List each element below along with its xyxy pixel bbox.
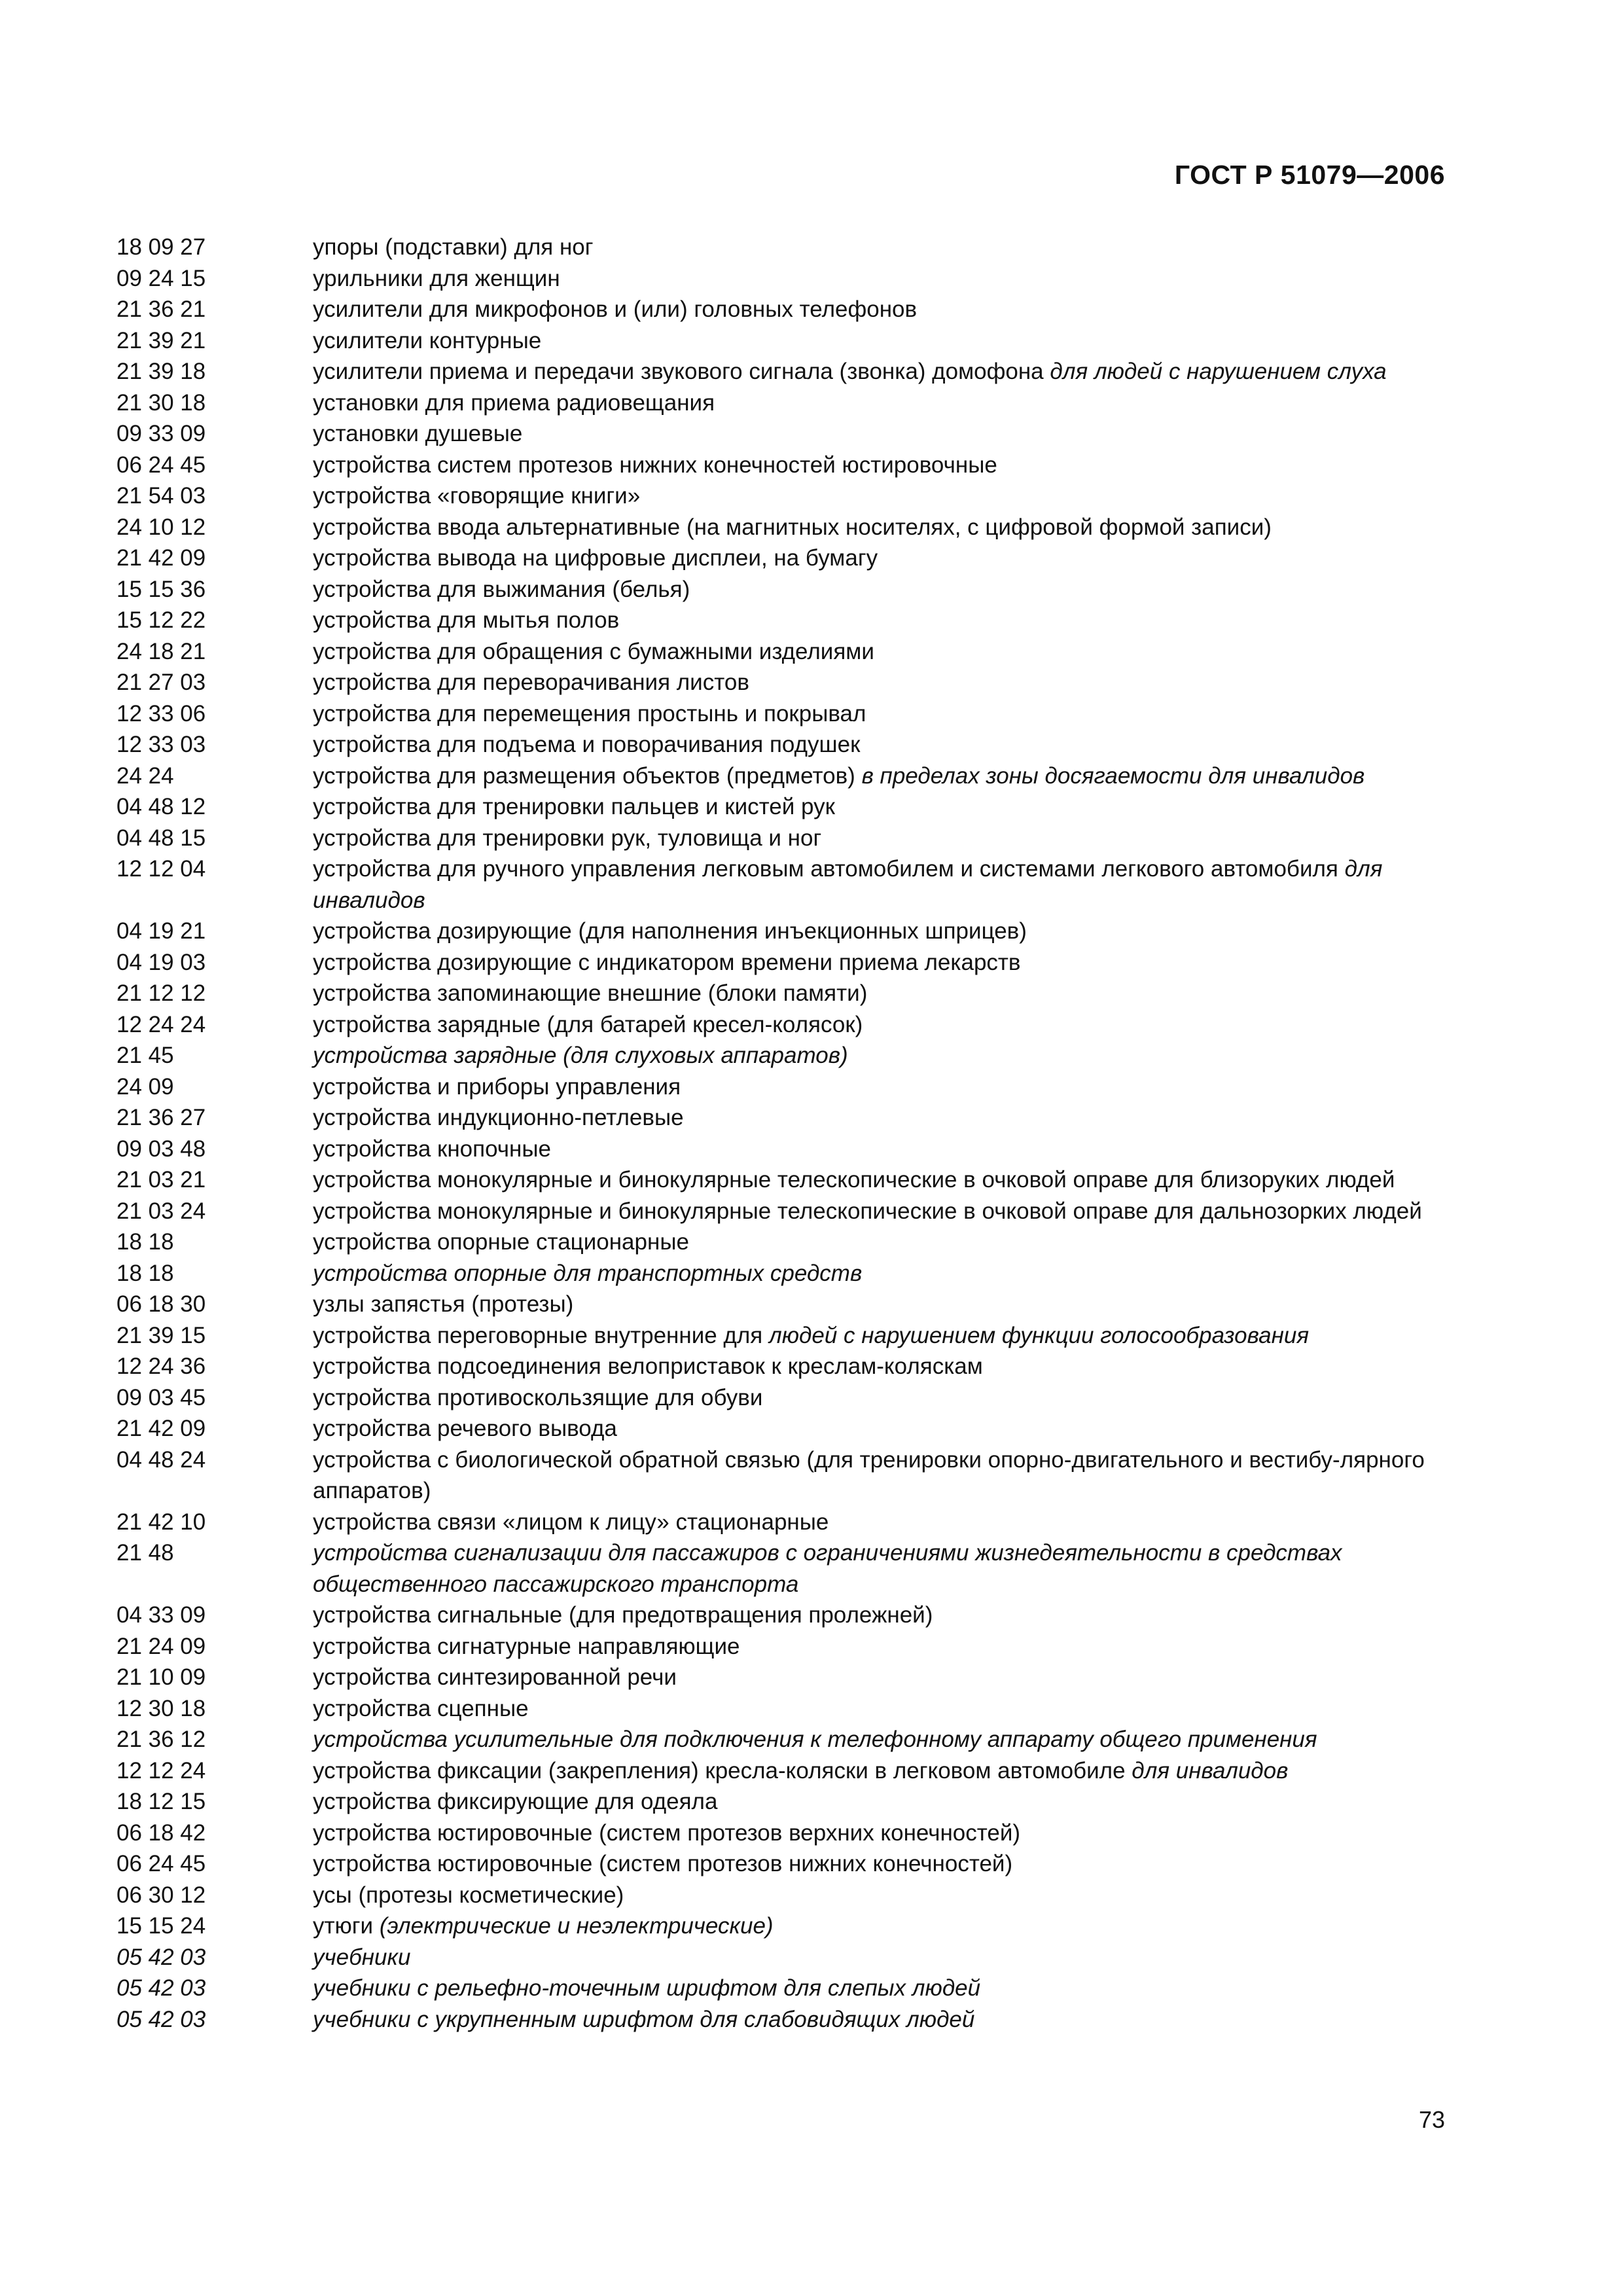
entry-code: 09 03 48 xyxy=(116,1136,206,1162)
index-entry xyxy=(116,1258,1445,1289)
entry-code: 12 24 36 xyxy=(116,1354,206,1379)
entry-description-regular: устройства опорные стационарные xyxy=(313,1229,689,1255)
index-entry xyxy=(116,729,1445,761)
entry-description-regular: узлы запястья (протезы) xyxy=(313,1291,574,1317)
entry-description xyxy=(313,947,1445,978)
entry-description-regular: установки душевые xyxy=(313,421,523,446)
entry-description-regular: устройства индукционно-петлевые xyxy=(313,1105,684,1130)
entry-description-regular: устройства вывода на цифровые дисплеи, на бумагу xyxy=(313,545,878,571)
entry-code: 18 18 xyxy=(116,1229,174,1255)
entry-description xyxy=(313,450,1445,481)
entry-description xyxy=(313,1320,1445,1352)
entry-description-regular: устройства для мытья полов xyxy=(313,607,620,633)
entry-description-regular: устройства для перемещения простынь и покрывал xyxy=(313,700,866,726)
entry-code: 06 18 30 xyxy=(116,1291,206,1317)
entry-description xyxy=(313,1382,1445,1414)
entry-description xyxy=(313,1071,1445,1103)
entry-description xyxy=(313,1724,1445,1755)
entry-description-regular: устройства монокулярные и бинокулярные телескопические в очковой оправе для дальнозорких людей xyxy=(313,1198,1422,1224)
entry-description xyxy=(313,543,1445,574)
entry-description xyxy=(313,1600,1445,1631)
index-entry xyxy=(116,761,1445,792)
entry-description xyxy=(313,1818,1445,1849)
standard-designation: ГОСТ Р 51079—2006 xyxy=(1174,160,1445,190)
entry-description-regular: устройства дозирующие (для наполнения инъекционных шприцев) xyxy=(313,918,1027,944)
entry-code: 12 12 24 xyxy=(116,1757,206,1784)
index-entry xyxy=(116,2004,1445,2036)
index-entry xyxy=(116,1227,1445,1258)
entry-description-regular: устройства для тренировки пальцев и кистей рук xyxy=(313,794,835,819)
entry-description-regular: устройства сигнатурные направляющие xyxy=(313,1633,740,1659)
entry-code: 05 42 03 xyxy=(116,1944,206,1970)
entry-description-regular: усы (протезы косметические) xyxy=(313,1882,624,1908)
entry-description xyxy=(313,636,1445,668)
entry-description-regular: урильники для женщин xyxy=(313,265,560,291)
entry-description-regular: устройства для выжимания (белья) xyxy=(313,576,690,602)
entry-description xyxy=(313,1693,1445,1725)
entry-description-italic: людей с нарушением функции голосообразования xyxy=(768,1322,1310,1348)
entry-description-regular: устройства юстировочные (систем протезов верхних конечностей) xyxy=(313,1820,1021,1846)
entry-description xyxy=(313,667,1445,698)
index-entry xyxy=(116,574,1445,605)
entry-description-italic: учебники с укрупненным шрифтом для слабовидящих людей xyxy=(313,2006,975,2032)
index-entry xyxy=(116,1537,1445,1600)
entry-description-regular: устройства сцепные xyxy=(313,1695,529,1721)
entry-code: 09 33 09 xyxy=(116,421,206,446)
index-entry xyxy=(116,1196,1445,1227)
entry-code: 18 18 xyxy=(116,1260,174,1286)
index-entry xyxy=(116,605,1445,636)
entry-code: 04 48 15 xyxy=(116,825,206,851)
entry-description-regular: устройства для обращения с бумажными изделиями xyxy=(313,638,874,664)
entry-description xyxy=(313,1662,1445,1693)
index-entry xyxy=(116,263,1445,295)
entry-description xyxy=(313,512,1445,543)
entry-code: 21 03 24 xyxy=(116,1198,206,1224)
entry-code: 04 33 09 xyxy=(116,1602,206,1628)
index-entry xyxy=(116,543,1445,574)
entry-code: 21 54 03 xyxy=(116,483,206,509)
entry-code: 21 24 09 xyxy=(116,1633,206,1659)
index-entry xyxy=(116,1786,1445,1818)
entry-description-italic: устройства усилительные для подключения к телефонному аппарату общего применения xyxy=(313,1727,1317,1752)
index-entry xyxy=(116,1662,1445,1693)
entry-code: 21 42 10 xyxy=(116,1509,206,1535)
entry-description-italic: (электрические и неэлектрические) xyxy=(379,1913,774,1939)
index-entry xyxy=(116,1693,1445,1725)
entry-code: 12 30 18 xyxy=(116,1695,206,1721)
entry-description-regular: упоры (подставки) для ног xyxy=(313,234,594,260)
entry-description-regular: устройства подсоединения велоприставок к креслам-коляскам xyxy=(313,1354,983,1379)
entry-description xyxy=(313,294,1445,325)
index-entry xyxy=(116,294,1445,325)
entry-description xyxy=(313,605,1445,636)
entry-description-regular: устройства дозирующие с индикатором времени приема лекарств xyxy=(313,949,1021,975)
entry-description-regular: установки для приема радиовещания xyxy=(313,389,715,416)
entry-code: 04 19 21 xyxy=(116,918,206,944)
index-entry xyxy=(116,636,1445,668)
entry-description-italic: в пределах зоны досягаемости для инвалидов xyxy=(861,762,1365,789)
entry-description xyxy=(313,1444,1445,1507)
index-entry xyxy=(116,1382,1445,1414)
entry-code: 09 03 45 xyxy=(116,1384,206,1410)
entry-description xyxy=(313,1910,1445,1942)
entry-code: 21 03 21 xyxy=(116,1167,206,1193)
entry-code: 18 09 27 xyxy=(116,234,206,260)
entry-code: 21 10 09 xyxy=(116,1664,206,1690)
index-entry xyxy=(116,1910,1445,1942)
entry-description-regular: устройства для переворачивания листов xyxy=(313,670,749,695)
entry-code: 04 48 12 xyxy=(116,794,206,819)
index-entry xyxy=(116,1134,1445,1165)
index-entry xyxy=(116,232,1445,263)
entry-code: 21 39 21 xyxy=(116,327,206,353)
index-entry xyxy=(116,1973,1445,2004)
entry-description xyxy=(313,1040,1445,1071)
entry-description-regular: устройства синтезированной речи xyxy=(313,1664,677,1690)
entry-description xyxy=(313,791,1445,823)
entry-description xyxy=(313,1289,1445,1320)
entry-code: 21 42 09 xyxy=(116,1416,206,1441)
entry-description xyxy=(313,1413,1445,1444)
entry-description-regular: устройства речевого вывода xyxy=(313,1416,617,1441)
entry-code: 21 36 27 xyxy=(116,1105,206,1130)
entry-description xyxy=(313,978,1445,1009)
index-entry xyxy=(116,1289,1445,1320)
index-entry xyxy=(116,1631,1445,1662)
index-entry xyxy=(116,823,1445,854)
index-entry xyxy=(116,667,1445,698)
entry-code: 15 12 22 xyxy=(116,607,206,633)
entry-code: 21 45 xyxy=(116,1043,174,1068)
index-entry xyxy=(116,480,1445,512)
index-entry xyxy=(116,418,1445,450)
entry-code: 04 48 24 xyxy=(116,1446,206,1473)
index-entry xyxy=(116,1942,1445,1973)
entry-description-regular: устройства переговорные внутренние для xyxy=(313,1322,769,1348)
entry-code: 06 24 45 xyxy=(116,452,206,478)
entry-code: 12 33 06 xyxy=(116,700,206,726)
entry-code: 24 10 12 xyxy=(116,514,206,540)
entry-code: 21 12 12 xyxy=(116,980,206,1006)
entry-description-italic: устройства сигнализации для пассажиров с ограничениями жизнедеятельности в средствах общественного пассажирского транспорта xyxy=(313,1540,1342,1597)
entry-code: 06 30 12 xyxy=(116,1882,206,1908)
entry-description-regular: устройства монокулярные и бинокулярные телескопические в очковой оправе для близоруких людей xyxy=(313,1167,1395,1193)
entry-description-regular: усилители приема и передачи звукового сигнала (звонка) домофона xyxy=(313,359,1050,384)
entry-description xyxy=(313,1755,1445,1787)
entry-description-regular: устройства для размещения объектов (предметов) xyxy=(313,762,862,789)
entry-description-italic: для инвалидов xyxy=(1132,1757,1289,1784)
entry-description xyxy=(313,698,1445,730)
entry-description-regular: усилители контурные xyxy=(313,327,542,353)
entry-description-regular: устройства фиксирующие для одеяла xyxy=(313,1789,718,1814)
entry-code: 21 30 18 xyxy=(116,389,206,416)
entry-description-regular: усилители для микрофонов и (или) головных телефонов xyxy=(313,296,918,322)
entry-description-italic: учебники xyxy=(313,1944,411,1970)
entry-description-regular: устройства запоминающие внешние (блоки памяти) xyxy=(313,980,868,1006)
entry-description xyxy=(313,232,1445,263)
index-entry xyxy=(116,325,1445,357)
index-entry xyxy=(116,1507,1445,1538)
entry-description-regular: устройства фиксации (закрепления) кресла-коляски в легковом автомобиле xyxy=(313,1757,1132,1784)
entry-description xyxy=(313,916,1445,947)
entry-code: 05 42 03 xyxy=(116,1975,206,2001)
entry-code: 21 27 03 xyxy=(116,670,206,695)
entry-description xyxy=(313,480,1445,512)
entry-description xyxy=(313,418,1445,450)
entry-code: 21 36 12 xyxy=(116,1727,206,1752)
entry-code: 21 36 21 xyxy=(116,296,206,322)
entry-code: 12 12 04 xyxy=(116,856,206,882)
index-entry xyxy=(116,1444,1445,1507)
entry-description-italic: для людей с нарушением слуха xyxy=(1050,359,1387,384)
entry-code: 21 39 18 xyxy=(116,359,206,384)
entry-code: 15 15 24 xyxy=(116,1913,206,1939)
entry-description xyxy=(313,1134,1445,1165)
entry-description-regular: устройства связи «лицом к лицу» стационарные xyxy=(313,1509,829,1535)
entry-code: 18 12 15 xyxy=(116,1789,206,1814)
entry-code: 24 09 xyxy=(116,1073,174,1100)
index-entry xyxy=(116,387,1445,419)
entry-code: 15 15 36 xyxy=(116,576,206,602)
index-entry xyxy=(116,1600,1445,1631)
index-entry xyxy=(116,853,1445,916)
entry-description xyxy=(313,1258,1445,1289)
index-entry xyxy=(116,1102,1445,1134)
index-entry xyxy=(116,1320,1445,1352)
entry-description xyxy=(313,1880,1445,1911)
entry-code: 21 42 09 xyxy=(116,545,206,571)
entry-description xyxy=(313,387,1445,419)
index-entry xyxy=(116,1818,1445,1849)
entry-description xyxy=(313,1164,1445,1196)
index-entry xyxy=(116,1848,1445,1880)
entry-description xyxy=(313,823,1445,854)
index-entry xyxy=(116,512,1445,543)
entry-code: 06 24 45 xyxy=(116,1851,206,1876)
entry-code: 05 42 03 xyxy=(116,2006,206,2032)
entry-code: 24 24 xyxy=(116,762,174,789)
entry-description xyxy=(313,1537,1445,1600)
entry-description-regular: утюги xyxy=(313,1913,380,1939)
entry-description xyxy=(313,325,1445,357)
index-entry xyxy=(116,1164,1445,1196)
entry-description xyxy=(313,263,1445,295)
entry-description-regular: устройства сигнальные (для предотвращения пролежней) xyxy=(313,1602,933,1628)
entry-description xyxy=(313,1102,1445,1134)
entry-description xyxy=(313,1009,1445,1041)
entry-description-regular: устройства для подъема и поворачивания подушек xyxy=(313,732,861,757)
index-entry xyxy=(116,791,1445,823)
entry-description xyxy=(313,761,1445,792)
entry-description xyxy=(313,574,1445,605)
entry-description-regular: устройства для тренировки рук, туловища и ног xyxy=(313,825,822,851)
entry-description xyxy=(313,1786,1445,1818)
entry-description-italic: для инвалидов xyxy=(313,856,1383,913)
index-entry xyxy=(116,947,1445,978)
entry-description xyxy=(313,1942,1445,1973)
entry-code: 21 39 15 xyxy=(116,1322,206,1348)
index-entry xyxy=(116,1071,1445,1103)
index-entry xyxy=(116,1880,1445,1911)
entry-description xyxy=(313,1631,1445,1662)
index-entry xyxy=(116,1040,1445,1071)
entry-code: 09 24 15 xyxy=(116,265,206,291)
entry-description xyxy=(313,1507,1445,1538)
entry-description xyxy=(313,1227,1445,1258)
entry-description-regular: устройства с биологической обратной связью (для тренировки опорно-двигательного и вестибу-лярного аппаратов) xyxy=(313,1446,1425,1503)
index-entry xyxy=(116,1755,1445,1787)
entry-description xyxy=(313,1973,1445,2004)
entry-description xyxy=(313,1351,1445,1382)
index-entry xyxy=(116,1413,1445,1444)
entry-description-regular: устройства кнопочные xyxy=(313,1136,551,1162)
entry-description xyxy=(313,853,1445,916)
index-entry xyxy=(116,1009,1445,1041)
entry-code: 12 24 24 xyxy=(116,1011,206,1037)
entry-description xyxy=(313,356,1445,387)
entry-description-regular: устройства для ручного управления легковым автомобилем и системами легкового автомобиля xyxy=(313,856,1345,882)
index-entry xyxy=(116,698,1445,730)
entry-code: 06 18 42 xyxy=(116,1820,206,1846)
index-entry xyxy=(116,450,1445,481)
index-entry xyxy=(116,356,1445,387)
entry-code: 24 18 21 xyxy=(116,638,206,664)
entry-description xyxy=(313,1848,1445,1880)
entry-description-regular: устройства юстировочные (систем протезов нижних конечностей) xyxy=(313,1851,1013,1876)
entry-code: 12 33 03 xyxy=(116,732,206,757)
entry-description-italic: устройства зарядные (для слуховых аппаратов) xyxy=(313,1043,848,1068)
entry-description-italic: учебники с рельефно-точечным шрифтом для слепых людей xyxy=(313,1975,981,2001)
entry-description-regular: устройства ввода альтернативные (на магнитных носителях, с цифровой формой записи) xyxy=(313,514,1272,540)
index-entries-list xyxy=(116,232,1445,2035)
page-number: 73 xyxy=(1418,2106,1445,2133)
index-entry xyxy=(116,978,1445,1009)
entry-description-regular: устройства зарядные (для батарей кресел-колясок) xyxy=(313,1011,863,1037)
entry-description xyxy=(313,1196,1445,1227)
entry-code: 21 48 xyxy=(116,1540,174,1566)
entry-description-italic: устройства опорные для транспортных средств xyxy=(313,1260,863,1286)
index-entry xyxy=(116,916,1445,947)
entry-description-regular: устройства и приборы управления xyxy=(313,1073,681,1100)
entry-description xyxy=(313,2004,1445,2036)
entry-description xyxy=(313,729,1445,761)
entry-code: 04 19 03 xyxy=(116,949,206,975)
entry-description-regular: устройства «говорящие книги» xyxy=(313,483,641,509)
index-entry xyxy=(116,1724,1445,1755)
index-entry xyxy=(116,1351,1445,1382)
entry-description-regular: устройства систем протезов нижних конечностей юстировочные xyxy=(313,452,997,478)
entry-description-regular: устройства противоскользящие для обуви xyxy=(313,1384,763,1410)
